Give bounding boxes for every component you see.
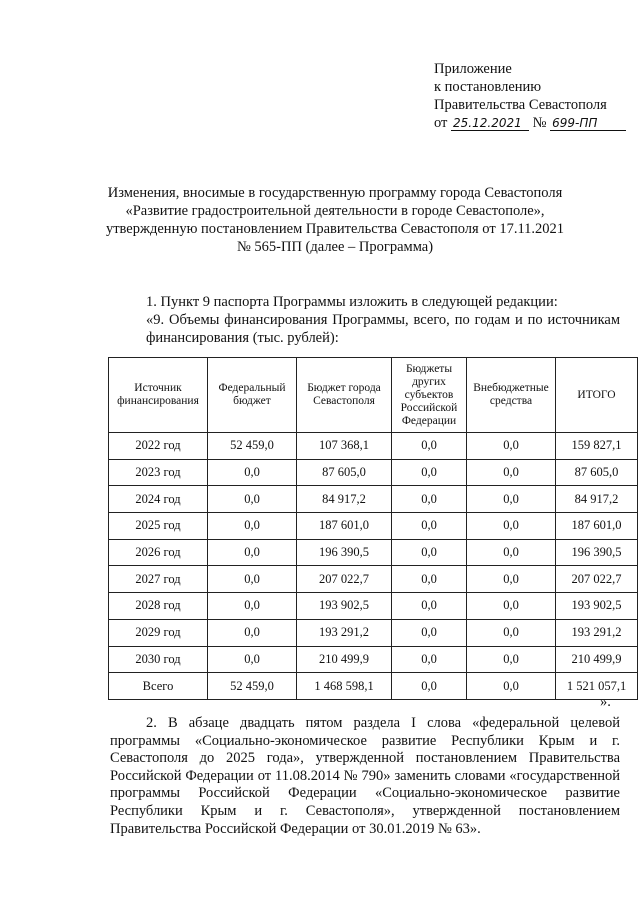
paragraph-1-line-1: 1. Пункт 9 паспорта Программы изложить в следующей редакции: <box>146 294 558 310</box>
table-cell: 84 917,2 <box>297 486 392 513</box>
table-cell: 193 291,2 <box>297 619 392 646</box>
table-cell: 0,0 <box>392 486 467 513</box>
table-cell: 0,0 <box>208 619 297 646</box>
table-cell: 0,0 <box>392 459 467 486</box>
appendix-date-line <box>434 114 626 132</box>
table-cell: 52 459,0 <box>208 673 297 700</box>
closing-quote: ». <box>600 694 611 710</box>
table-cell: Всего <box>109 673 208 700</box>
table-cell: 2026 год <box>109 539 208 566</box>
financing-table <box>108 357 638 700</box>
table-cell: 0,0 <box>467 459 556 486</box>
table-cell: 2030 год <box>109 646 208 673</box>
table-cell: 0,0 <box>208 593 297 620</box>
table-row <box>109 619 638 646</box>
table-cell: 193 902,5 <box>556 593 638 620</box>
table-row <box>109 433 638 460</box>
table-row <box>109 513 638 540</box>
table-cell: 193 902,5 <box>297 593 392 620</box>
number-label: № <box>532 115 547 131</box>
table-cell: 0,0 <box>392 646 467 673</box>
table-cell: 0,0 <box>392 539 467 566</box>
table-cell: 2029 год <box>109 619 208 646</box>
table-cell: 210 499,9 <box>297 646 392 673</box>
table-row-total <box>109 673 638 700</box>
table-cell: 2028 год <box>109 593 208 620</box>
table-cell: 0,0 <box>467 593 556 620</box>
table-cell: 0,0 <box>467 486 556 513</box>
table-row <box>109 459 638 486</box>
table-cell: 107 368,1 <box>297 433 392 460</box>
paragraph-1-line-2: «9. Объемы финансирования Программы, всего, по годам и по источникам финансирования (тыс. рублей): <box>146 312 620 346</box>
table-cell: 0,0 <box>208 539 297 566</box>
from-label: от <box>434 115 448 131</box>
table-row <box>109 486 638 513</box>
handwritten-number: 699-ПП <box>550 116 626 131</box>
header-city: Бюджет города Севастополя <box>297 358 392 433</box>
appendix-line-3: Правительства Севастополя <box>434 97 607 113</box>
table-cell: 2024 год <box>109 486 208 513</box>
table-cell: 0,0 <box>208 459 297 486</box>
table-cell: 0,0 <box>467 513 556 540</box>
table-cell: 0,0 <box>467 566 556 593</box>
table-cell: 207 022,7 <box>297 566 392 593</box>
table-cell: 0,0 <box>467 539 556 566</box>
table-cell: 196 390,5 <box>556 539 638 566</box>
table-row <box>109 646 638 673</box>
table-row <box>109 539 638 566</box>
table-cell: 87 605,0 <box>556 459 638 486</box>
appendix-line-2: к постановлению <box>434 79 542 95</box>
table-cell: 2023 год <box>109 459 208 486</box>
table-cell: 0,0 <box>208 486 297 513</box>
paragraph-2-text: 2. В абзаце двадцать пятом раздела I слова «федеральной целевой программы «Социально-экономическое развитие Республики Крым и г. Севастополя до 2025 года», утвержденной постановлением Правительства Российской Федерации от 11.08.2014 № 790» заменить словами «государственной программы Российской Федерации «Социально-экономическое развитие Республики Крым и г. Севастополя», утвержденной постановлением Правительства Российской Федерации от 30.01.2019 № 63». <box>110 715 620 837</box>
header-other-subjects: Бюджеты других субъектов Российской Федерации <box>392 358 467 433</box>
table-cell: 0,0 <box>467 673 556 700</box>
table-cell: 1 521 057,1 <box>556 673 638 700</box>
table-cell: 0,0 <box>392 566 467 593</box>
table-cell: 0,0 <box>208 566 297 593</box>
table-cell: 0,0 <box>467 646 556 673</box>
table-header-row <box>109 358 638 433</box>
appendix-line-1: Приложение <box>434 61 512 77</box>
appendix-block <box>434 60 626 132</box>
table-cell: 193 291,2 <box>556 619 638 646</box>
table-cell: 210 499,9 <box>556 646 638 673</box>
paragraph-1 <box>110 293 620 347</box>
table-cell: 0,0 <box>467 619 556 646</box>
table-cell: 0,0 <box>392 673 467 700</box>
table-cell: 0,0 <box>392 433 467 460</box>
header-extrabudget: Внебюджетные средства <box>467 358 556 433</box>
table-cell: 84 917,2 <box>556 486 638 513</box>
table-cell: 1 468 598,1 <box>297 673 392 700</box>
header-total: ИТОГО <box>556 358 638 433</box>
table-cell: 159 827,1 <box>556 433 638 460</box>
table-cell: 196 390,5 <box>297 539 392 566</box>
table-cell: 87 605,0 <box>297 459 392 486</box>
header-federal: Федеральный бюджет <box>208 358 297 433</box>
header-source: Источник финансирования <box>109 358 208 433</box>
table-cell: 2025 год <box>109 513 208 540</box>
table-cell: 0,0 <box>392 619 467 646</box>
table-cell: 2027 год <box>109 566 208 593</box>
document-title: Изменения, вносимые в государственную программу города Севастополя «Развитие градостроительной деятельности в городе Севастополе», утвержденную постановлением Правительства Севастополя от 17.11.2021 № 565-ПП (далее – Программа) <box>105 185 565 255</box>
table-cell: 187 601,0 <box>556 513 638 540</box>
table-row <box>109 593 638 620</box>
table-cell: 207 022,7 <box>556 566 638 593</box>
table-cell: 0,0 <box>392 593 467 620</box>
table-cell: 0,0 <box>208 513 297 540</box>
table-cell: 0,0 <box>467 433 556 460</box>
table-cell: 0,0 <box>208 646 297 673</box>
table-row <box>109 566 638 593</box>
handwritten-date: 25.12.2021 <box>451 116 529 131</box>
table-cell: 0,0 <box>392 513 467 540</box>
table-cell: 2022 год <box>109 433 208 460</box>
table-cell: 187 601,0 <box>297 513 392 540</box>
paragraph-2 <box>110 715 620 838</box>
table-cell: 52 459,0 <box>208 433 297 460</box>
